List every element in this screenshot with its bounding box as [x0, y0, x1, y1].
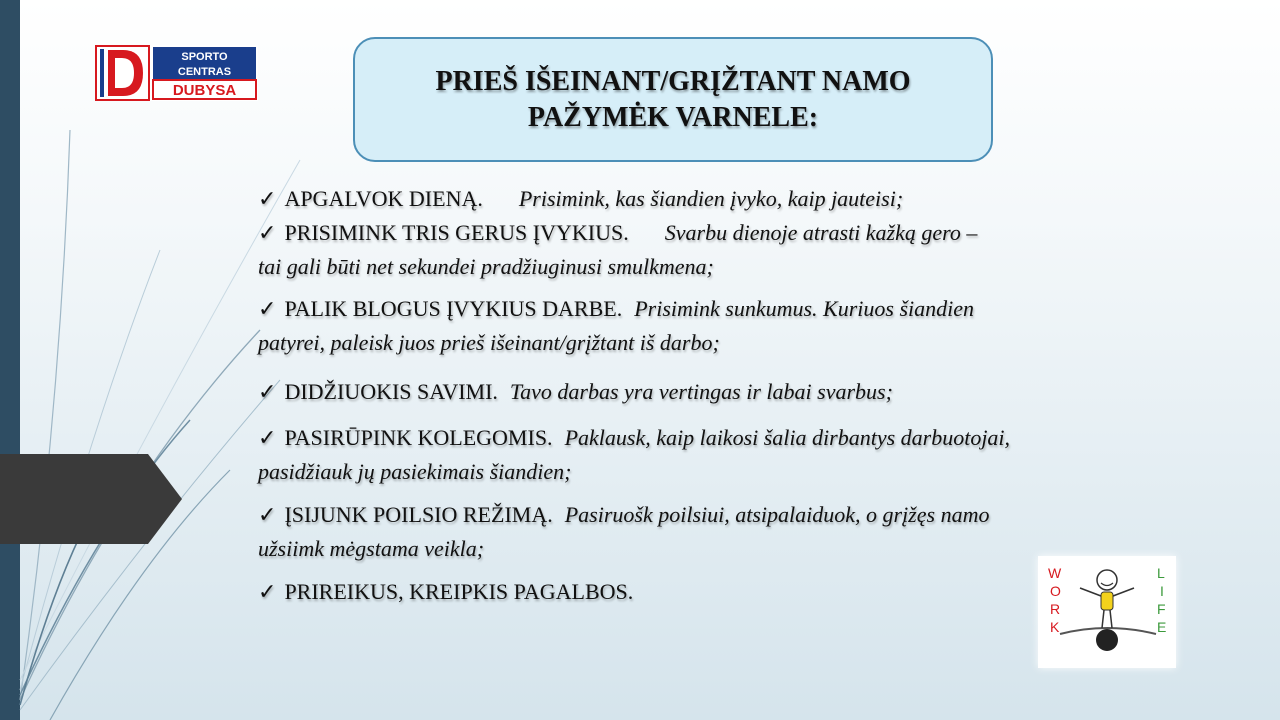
- checklist-item: [258, 182, 1218, 216]
- item-description: Paklausk, kaip laikosi šalia dirbantys darbuotojai,: [564, 425, 1011, 450]
- checkmark-icon: ✓: [258, 579, 277, 604]
- item-description: Prisimink, kas šiandien įvyko, kaip jauteisi;: [518, 186, 904, 211]
- checklist-item: [258, 421, 1218, 489]
- checklist-item: [258, 216, 1218, 284]
- checkmark-icon: ✓: [258, 425, 277, 450]
- checkmark-icon: ✓: [258, 186, 277, 211]
- item-description-continued: tai gali būti net sekundei pradžiuginusi smulkmena;: [258, 254, 714, 279]
- item-description-continued: patyrei, paleisk juos prieš išeinant/grįžtant iš darbo;: [258, 330, 720, 355]
- checkmark-icon: ✓: [258, 502, 277, 527]
- item-description: Prisimink sunkumus. Kuriuos šiandien: [634, 296, 975, 321]
- item-heading: PALIK BLOGUS ĮVYKIUS DARBE.: [284, 296, 623, 321]
- item-heading: PRIREIKUS, KREIPKIS PAGALBOS.: [284, 579, 634, 604]
- work-letter: O: [1050, 583, 1061, 599]
- item-heading: PRISIMINK TRIS GERUS ĮVYKIUS.: [284, 220, 629, 245]
- checkmark-icon: ✓: [258, 296, 277, 321]
- svg-text:CENTRAS: CENTRAS: [177, 66, 232, 78]
- life-letter: L: [1157, 565, 1165, 581]
- checklist-item: [258, 375, 1218, 409]
- checkmark-icon: ✓: [258, 220, 277, 245]
- work-letter: R: [1050, 601, 1061, 617]
- title-box: [353, 37, 993, 162]
- item-heading: APGALVOK DIENĄ.: [284, 186, 483, 211]
- pointer-shape: [0, 454, 182, 544]
- life-letter: I: [1160, 583, 1164, 599]
- life-letter: E: [1157, 619, 1167, 635]
- item-heading: DIDŽIUOKIS SAVIMI.: [284, 379, 498, 404]
- svg-text:DUBYSA: DUBYSA: [172, 82, 237, 99]
- title-line-2: PAŽYMĖK VARNELE:: [527, 101, 819, 133]
- life-letter: F: [1157, 601, 1166, 617]
- checkmark-icon: ✓: [258, 379, 277, 404]
- item-description: Pasiruošk poilsiui, atsipalaiduok, o grįžęs namo: [564, 502, 990, 527]
- sporto-centras-dubysa-logo: [95, 45, 258, 101]
- item-description: Svarbu dienoje atrasti kažką gero –: [664, 220, 978, 245]
- work-letter: K: [1050, 619, 1060, 635]
- item-heading: ĮSIJUNK POILSIO REŽIMĄ.: [284, 502, 553, 527]
- svg-text:SPORTO: SPORTO: [181, 51, 228, 63]
- item-description-continued: pasidžiauk jų pasiekimais šiandien;: [258, 459, 572, 484]
- item-description-continued: užsiimk mėgstama veikla;: [258, 536, 485, 561]
- work-life-balance-image: [1038, 556, 1176, 668]
- work-letter: W: [1048, 565, 1062, 581]
- checklist-item: [258, 292, 1218, 360]
- item-heading: PASIRŪPINK KOLEGOMIS.: [284, 425, 553, 450]
- title-line-1: PRIEŠ IŠEINANT/GRĮŽTANT NAMO: [435, 65, 911, 97]
- item-description: Tavo darbas yra vertingas ir labai svarbus;: [509, 379, 893, 404]
